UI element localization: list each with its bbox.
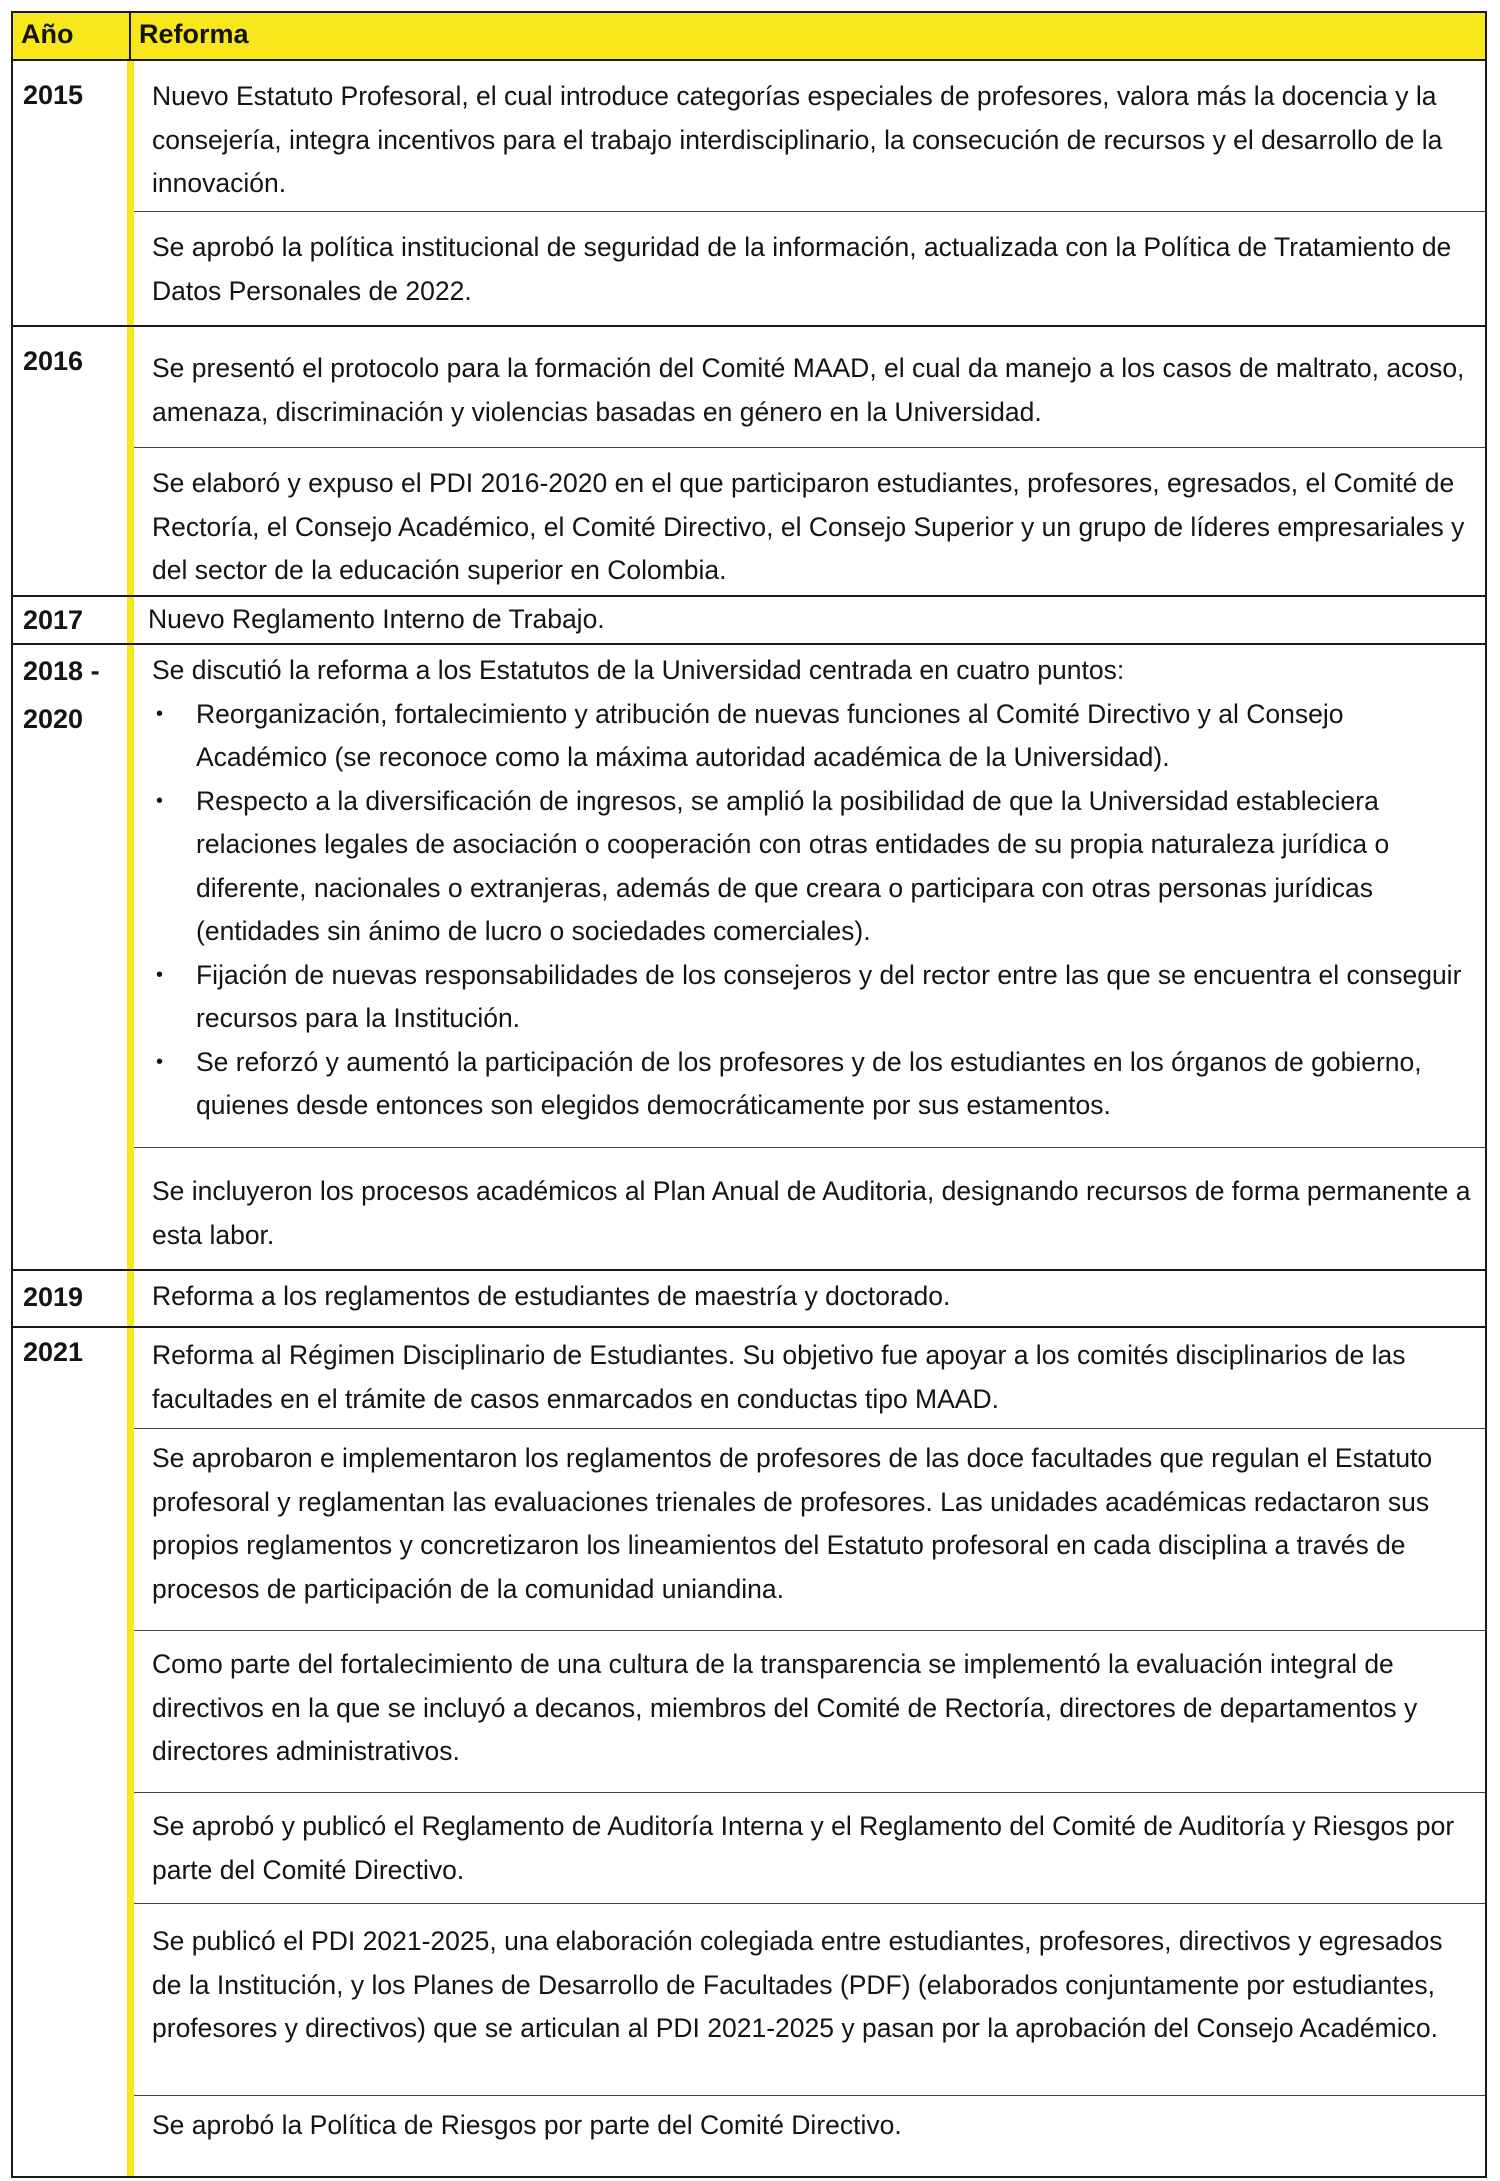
reform-cell: Se aprobó la Política de Riesgos por parte del Comité Directivo. [134,2095,1485,2162]
reform-cell: Se aprobó la política institucional de seguridad de la información, actualizada con la Política de Tratamiento de Datos Personales de 2022. [134,211,1485,327]
reform-cell: Reforma a los reglamentos de estudiantes de maestría y doctorado. [152,1281,951,1311]
bullet-item: • Fijación de nuevas responsabilidades de los consejeros y del rector entre las que se encuentra el conseguir recursos para la Institución. [152,954,1471,1041]
table-row-2021 [13,1326,1485,2176]
accent-stripe [127,61,134,325]
reform-cell: Reforma al Régimen Disciplinario de Estudiantes. Su objetivo fue apoyar a los comités disciplinarios de las facultades en el trámite de casos enmarcados en conductas tipo MAAD. [152,1340,1406,1414]
reform-cell: Se incluyeron los procesos académicos al Plan Anual de Auditoria, designando recursos de forma permanente a esta labor. [134,1147,1485,1271]
table-row-2017 [13,595,1485,643]
year-cell: 2016 [23,346,84,376]
accent-stripe [127,597,134,643]
reform-intro: Se discutió la reforma a los Estatutos de la Universidad centrada en cuatro puntos: [152,655,1125,685]
reform-cell: Se aprobó y publicó el Reglamento de Auditoría Interna y el Reglamento del Comité de Auditoría y Riesgos por parte del Comité Directivo. [134,1792,1485,1903]
bullet-item: • Se reforzó y aumentó la participación de los profesores y de los estudiantes en los órganos de gobierno, quienes desde entonces son elegidos democráticamente por sus estamentos. [152,1041,1471,1128]
table-header [13,13,1485,59]
reform-cell: Como parte del fortalecimiento de una cultura de la transparencia se implementó la evaluación integral de directivos en la que se incluyó a decanos, miembros del Comité de Rectoría, directores de departamentos y directores administrativos. [134,1630,1485,1792]
table-row-2018-2020 [13,643,1485,1269]
accent-stripe [127,645,134,1269]
table-row-2015 [13,59,1485,325]
year-cell: 2019 [23,1282,84,1312]
year-cell: 2017 [23,605,84,635]
reform-cell: Se aprobaron e implementaron los reglamentos de profesores de las doce facultades que regulan el Estatuto profesoral y reglamentan las evaluaciones trienales de profesores. Las unidades académicas redactaron sus propios reglamentos y concretizaron los lineamientos del Estatuto profesoral en cada disciplina a través de procesos de participación de la comunidad uniandina. [134,1428,1485,1630]
reform-cell: Se publicó el PDI 2021-2025, una elaboración colegiada entre estudiantes, profesores, directivos y egresados de la Institución, y los Planes de Desarrollo de Facultades (PDF) (elaborados conjuntamente por estudiantes, profesores y directivos) que se articulan al PDI 2021-2025 y pasan por la aprobación del Consejo Académico. [134,1903,1485,2095]
table-row-2019 [13,1269,1485,1326]
year-start: 2018 - [23,656,100,686]
header-reform: Reforma [139,19,249,49]
bullet-item: • Respecto a la diversificación de ingresos, se amplió la posibilidad de que la Universidad estableciera relaciones legales de asociación o cooperación con otras entidades de su propia naturaleza jurídica o diferente, nacionales o extranjeras, además de que creara o participara con otras personas jurídicas (entidades sin ánimo de lucro o sociedades comerciales). [152,780,1471,954]
reform-cell: Nuevo Estatuto Profesoral, el cual introduce categorías especiales de profesores, valora más la docencia y la consejería, integra incentivos para el trabajo interdisciplinario, la consecución de recursos y el desarrollo de la innovación. [152,81,1443,198]
bullet-item: • Reorganización, fortalecimiento y atribución de nuevas funciones al Comité Directivo y al Consejo Académico (se reconoce como la máxima autoridad académica de la Universidad). [152,693,1471,780]
year-cell: 2015 [23,80,84,110]
reform-cell [134,645,1485,1147]
year-end: 2020 [23,704,84,734]
year-cell [13,645,127,1269]
accent-stripe [127,1328,134,2176]
reform-cell: Nuevo Reglamento Interno de Trabajo. [148,604,605,634]
accent-stripe [127,327,134,595]
reform-cell: Se presentó el protocolo para la formación del Comité MAAD, el cual da manejo a los casos de maltrato, acoso, amenaza, discriminación y violencias basadas en género en la Universidad. [152,353,1465,427]
accent-stripe [127,1271,134,1326]
header-year: Año [13,13,131,59]
reform-bullet-list [152,693,1471,1128]
table-row-2016 [13,325,1485,595]
reform-cell: Se elaboró y expuso el PDI 2016-2020 en el que participaron estudiantes, profesores, egresados, el Comité de Rectoría, el Consejo Académico, el Comité Directivo, el Consejo Superior y un grupo de líderes empresariales y del sector de la educación superior en Colombia. [134,447,1485,607]
reforms-table [11,11,1487,2178]
year-cell: 2021 [23,1337,84,1367]
